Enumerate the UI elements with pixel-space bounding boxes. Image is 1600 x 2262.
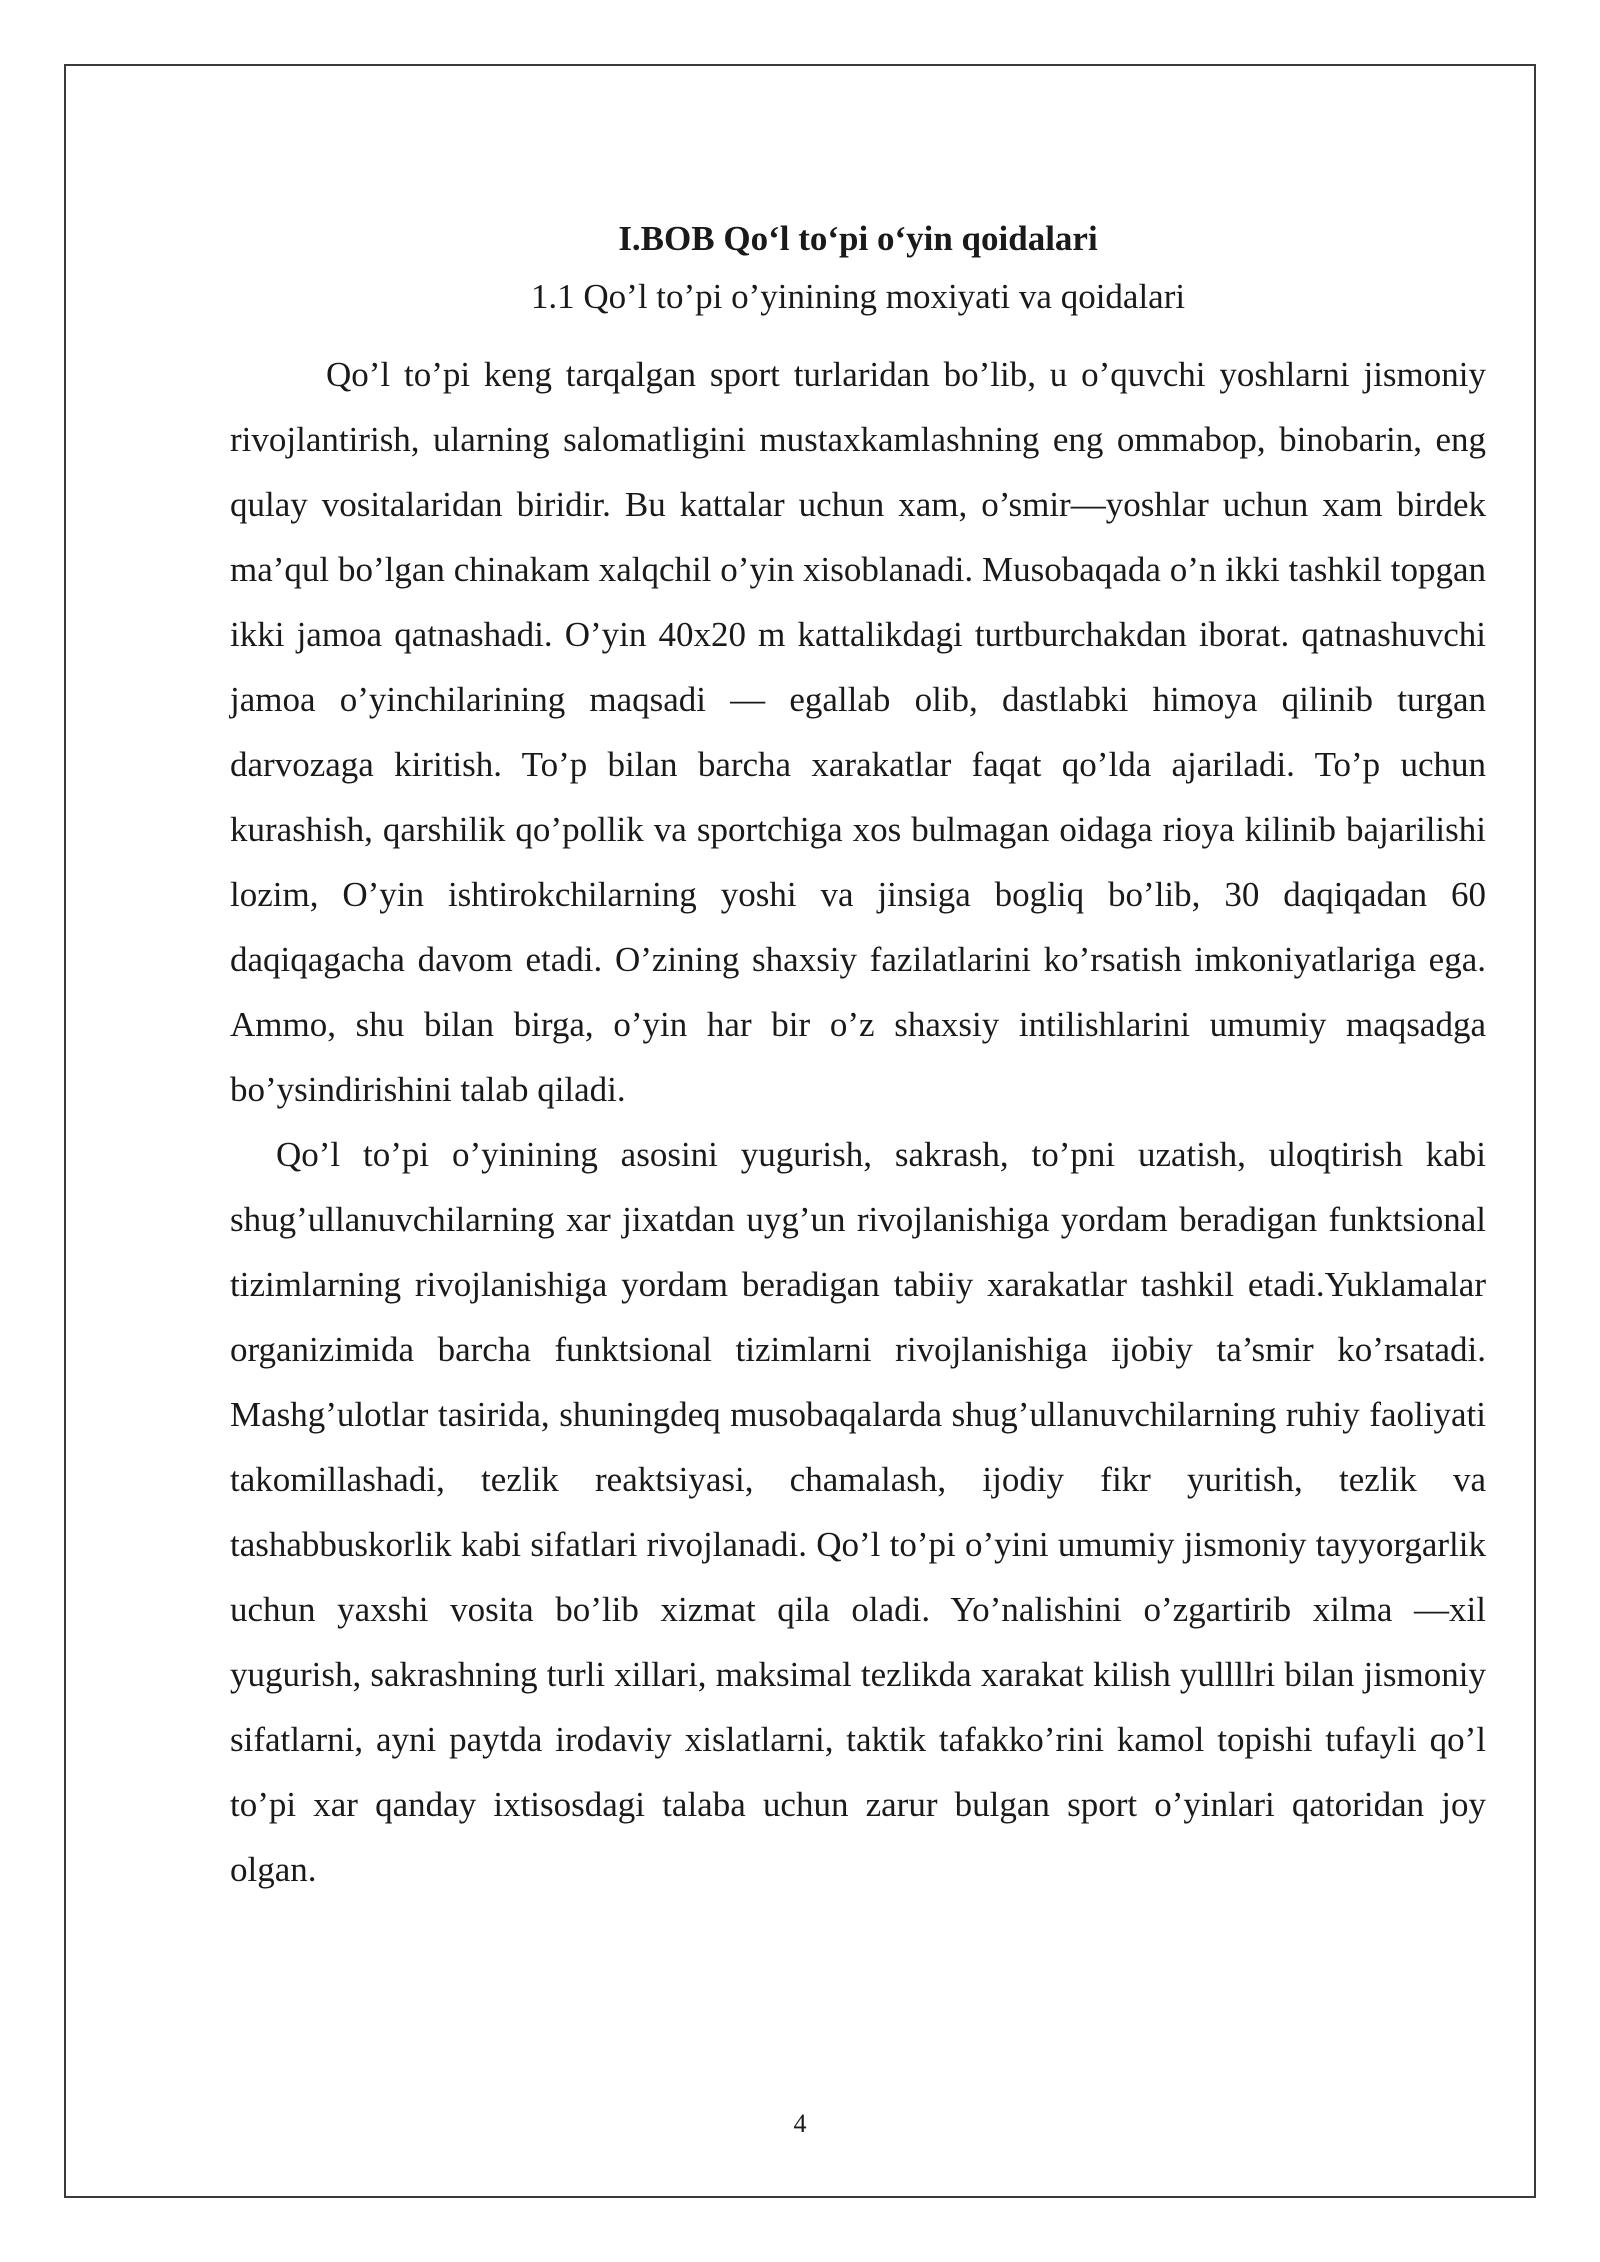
chapter-title: I.BOB Qo‘l to‘pi o‘yin qoidalari — [618, 219, 1098, 258]
body-paragraph-2: Qo’l to’pi o’yinining asosini yugurish, sakrash, to’pni uzatish, uloqtirish kabi shug’ullanuvchilarning xar jixatdan uyg’un rivojlanishiga yordam beradigan funktsional tizimlarning rivojlanishiga yordam beradigan tabiiy xarakatlar tashkil etadi.Yuklamalar organizimida barcha funktsional tizimlarni rivojlanishiga ijobiy ta’smir ko’rsatadi. Mashg’ulotlar tasirida, shuningdeq musobaqalarda shug’ullanuvchilarning ruhiy faoliyati takomillashadi, tezlik reaktsiyasi, chamalash, ijodiy fikr yuritish, tezlik va tashabbuskorlik kabi sifatlari rivojlanadi. Qo’l to’pi o’yini umumiy jismoniy tayyorgarlik uchun yaxshi vosita bo’lib xizmat qila oladi. Yo’nalishini o’zgartirib xilma —xil yugurish, sakrashning turli xillari, maksimal tezlikda xarakat kilish yullllri bilan jismoniy sifatlarni, ayni paytda irodaviy xislatlarni, taktik tafakko’rini kamol topishi tufayli qo’l to’pi xar qanday ixtisosdagi talaba uchun zarur bulgan sport o’yinlari qatoridan joy olgan. — [230, 1135, 1486, 1889]
page-number: 4 — [793, 2109, 807, 2138]
section-title: 1.1 Qo’l to’pi o’yinining moxiyati va qoidalari — [530, 277, 1186, 316]
page-content — [230, 210, 1486, 1902]
body-paragraph-1: Qo’l to’pi keng tarqalgan sport turlaridan bo’lib, u o’quvchi yoshlarni jismoniy rivojlantirish, ularning salomatligini mustaxkamlashning eng ommabop, binobarin, eng qulay vositalaridan biridir. Bu kattalar uchun xam, o’smir—yoshlar uchun xam birdek ma’qul bo’lgan chinakam xalqchil o’yin xisoblanadi. Musobaqada o’n ikki tashkil topgan ikki jamoa qatnashadi. O’yin 40x20 m kattalikdagi turtburchakdan iborat. qatnashuvchi jamoa o’yinchilarining maqsadi — egallab olib, dastlabki himoya qilinib turgan darvozaga kiritish. To’p bilan barcha xarakatlar faqat qo’lda ajariladi. To’p uchun kurashish, qarshilik qo’pollik va sportchiga xos bulmagan oidaga rioya kilinib bajarilishi lozim, O’yin ishtirokchilarning yoshi va jinsiga bogliq bo’lib, 30 daqiqadan 60 daqiqagacha davom etadi. O’zining shaxsiy fazilatlarini ko’rsatish imkoniyatlariga ega. Ammo, shu bilan birga, o’yin har bir o’z shaxsiy intilishlarini umumiy maqsadga bo’ysindirishini talab qiladi. — [230, 355, 1486, 1109]
